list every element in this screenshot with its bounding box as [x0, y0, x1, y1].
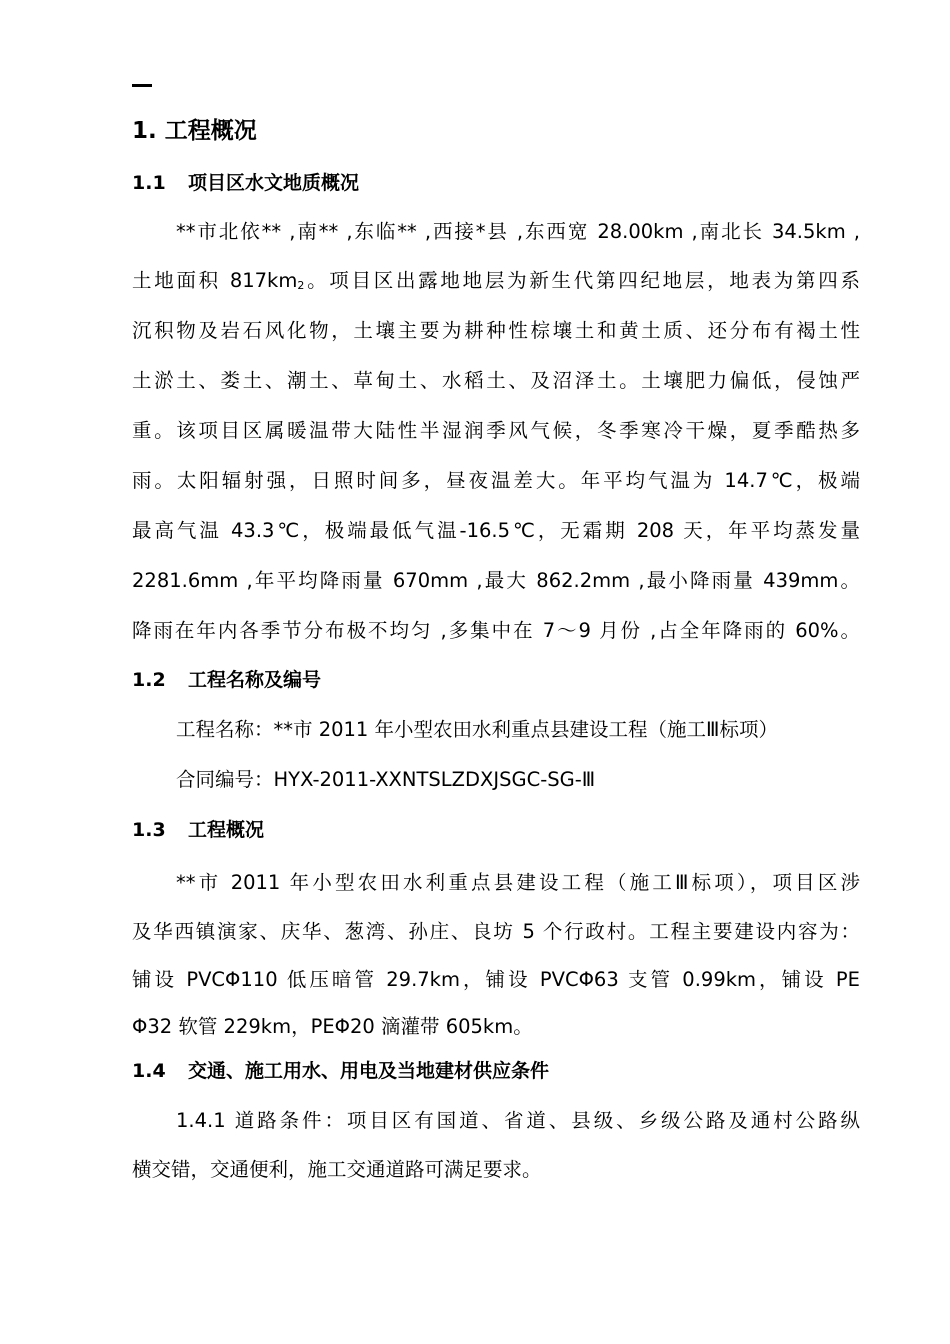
- section-heading-1-3: [132, 817, 264, 843]
- section-heading-1-1: [132, 170, 359, 196]
- section-number: 1.1: [132, 172, 166, 194]
- section-number: 1.4: [132, 1060, 166, 1082]
- paragraph-line: 降雨在年内各季节分布极不均匀 ,多集中在 7～9 月份 ,占全年降雨的 60%。: [132, 619, 860, 642]
- section-heading-1-4: [132, 1058, 549, 1084]
- paragraph-line: 雨。太阳辐射强，日照时间多，昼夜温差大。年平均气温为 14.7℃，极端: [132, 469, 860, 492]
- paragraph-line: **市 2011 年小型农田水利重点县建设工程（施工Ⅲ标项），项目区涉: [176, 871, 860, 894]
- contract-number-line: 合同编号：HYX-2011-XXNTSLZDXJSGC-SG-Ⅲ: [176, 768, 596, 791]
- paragraph-line: 土地面积 $817km_2$。项目区出露地地层为新生代第四纪地层，地表为第四系: [132, 269, 860, 292]
- corner-mark: [132, 84, 152, 87]
- paragraph-line: 重。该项目区属暖温带大陆性半湿润季风气候，冬季寒冷干燥，夏季酷热多: [132, 419, 860, 442]
- paragraph-line: 最高气温 43.3℃，极端最低气温-16.5℃，无霜期 208 天，年平均蒸发量: [132, 519, 860, 542]
- section-number: 1.2: [132, 669, 166, 691]
- section-number: 1.3: [132, 819, 166, 841]
- paragraph-line: 沉积物及岩石风化物，土壤主要为耕种性棕壤土和黄土质、还分布有褐土性: [132, 319, 860, 342]
- project-name-line: 工程名称：**市 2011 年小型农田水利重点县建设工程（施工Ⅲ标项）: [176, 718, 778, 741]
- section-title: 项目区水文地质概况: [188, 172, 360, 194]
- paragraph-line: 2281.6mm ,年平均降雨量 670mm ,最大 862.2mm ,最小降雨量 439mm。: [132, 569, 860, 592]
- paragraph-line: 1.4.1 道路条件：项目区有国道、省道、县级、乡级公路及通村公路纵: [176, 1109, 860, 1132]
- section-heading-1-2: [132, 667, 321, 693]
- paragraph-line: 铺设 PVCΦ110 低压暗管 29.7km，铺设 PVCΦ63 支管 0.99km，铺设 PE: [132, 968, 860, 991]
- paragraph-line: 横交错，交通便利，施工交通道路可满足要求。: [132, 1158, 542, 1181]
- paragraph-line: Φ32 软管 229km，PEΦ20 滴灌带 605km。: [132, 1015, 533, 1038]
- section-title: 工程名称及编号: [188, 669, 322, 691]
- heading-1: 1. 工程概况: [132, 118, 257, 144]
- paragraph-line: 及华西镇演家、庆华、葱湾、孙庄、良坊 5 个行政村。工程主要建设内容为：: [132, 920, 860, 943]
- paragraph-line: **市北依** ,南** ,东临** ,西接*县 ,东西宽 28.00km ,南北长 34.5km ,: [176, 220, 860, 243]
- section-title: 工程概况: [188, 819, 265, 841]
- section-title: 交通、施工用水、用电及当地建材供应条件: [188, 1060, 550, 1082]
- paragraph-line: 土淤土、娄土、潮土、草甸土、水稻土、及沼泽土。土壤肥力偏低，侵蚀严: [132, 369, 860, 392]
